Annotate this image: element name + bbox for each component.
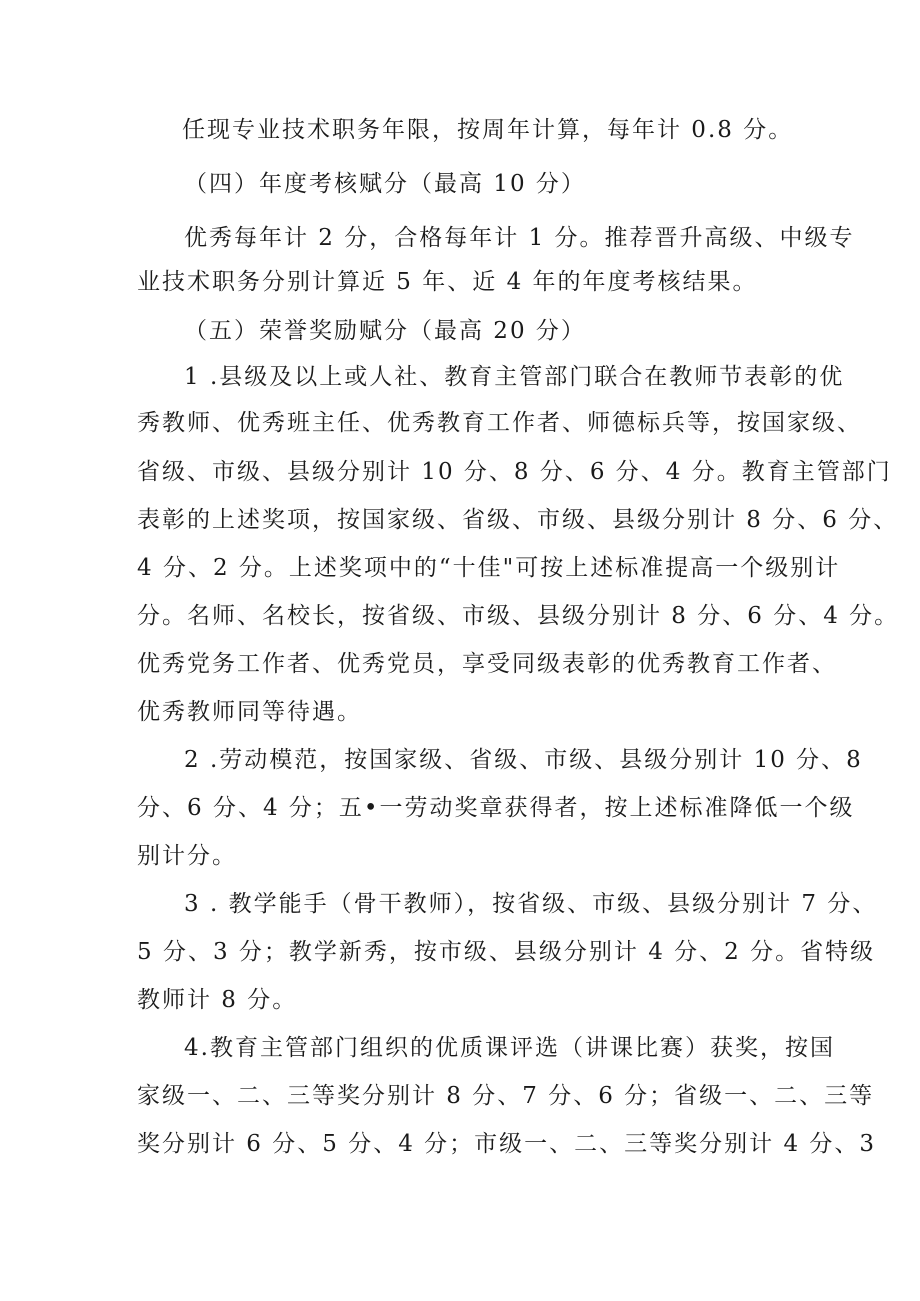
line-labor-1: 2 .劳动模范，按国家级、省级、市级、县级分别计 10 分、8 bbox=[184, 747, 863, 773]
line-labor-3: 别计分。 bbox=[137, 843, 237, 869]
line-teaching-2: 5 分、3 分；教学新秀，按市级、县级分别计 4 分、2 分。省特级 bbox=[137, 939, 876, 965]
line-honor-4: 表彰的上述奖项，按国家级、省级、市级、县级分别计 8 分、6 分、 bbox=[137, 507, 899, 533]
line-honor-8: 优秀教师同等待遇。 bbox=[137, 699, 362, 725]
line-honor-7: 优秀党务工作者、优秀党员，享受同级表彰的优秀教育工作者、 bbox=[137, 651, 837, 677]
line-honor-6: 分。名师、名校长，按省级、市级、县级分别计 8 分、6 分、4 分。 bbox=[137, 603, 900, 629]
line-teaching-1: 3 . 教学能手（骨干教师），按省级、市级、县级分别计 7 分、 bbox=[184, 891, 878, 917]
heading-annual-assessment: （四）年度考核赋分（最高 10 分） bbox=[184, 171, 586, 197]
line-lesson-1: 4.教育主管部门组织的优质课评选（讲课比赛）获奖，按国 bbox=[184, 1035, 835, 1061]
line-teaching-3: 教师计 8 分。 bbox=[137, 987, 298, 1013]
heading-honor-awards: （五）荣誉奖励赋分（最高 20 分） bbox=[184, 318, 586, 344]
line-labor-2: 分、6 分、4 分；五•一劳动奖章获得者，按上述标准降低一个级 bbox=[137, 795, 855, 821]
line-lesson-3: 奖分别计 6 分、5 分、4 分；市级一、二、三等奖分别计 4 分、3 bbox=[137, 1131, 877, 1157]
line-assessment-1: 优秀每年计 2 分，合格每年计 1 分。推荐晋升高级、中级专 bbox=[184, 225, 855, 251]
line-honor-1: 1 .县级及以上或人社、教育主管部门联合在教师节表彰的优 bbox=[184, 364, 845, 390]
line-honor-3: 省级、市级、县级分别计 10 分、8 分、6 分、4 分。教育主管部门 bbox=[137, 459, 892, 485]
line-honor-2: 秀教师、优秀班主任、优秀教育工作者、师德标兵等，按国家级、 bbox=[137, 410, 862, 436]
line-lesson-2: 家级一、二、三等奖分别计 8 分、7 分、6 分；省级一、二、三等 bbox=[137, 1083, 875, 1109]
line-honor-5: 4 分、2 分。上述奖项中的“十佳"可按上述标准提高一个级别计 bbox=[137, 555, 841, 581]
line-assessment-2: 业技术职务分别计算近 5 年、近 4 年的年度考核结果。 bbox=[137, 269, 758, 295]
line-intro: 任现专业技术职务年限，按周年计算，每年计 0.8 分。 bbox=[182, 117, 794, 143]
